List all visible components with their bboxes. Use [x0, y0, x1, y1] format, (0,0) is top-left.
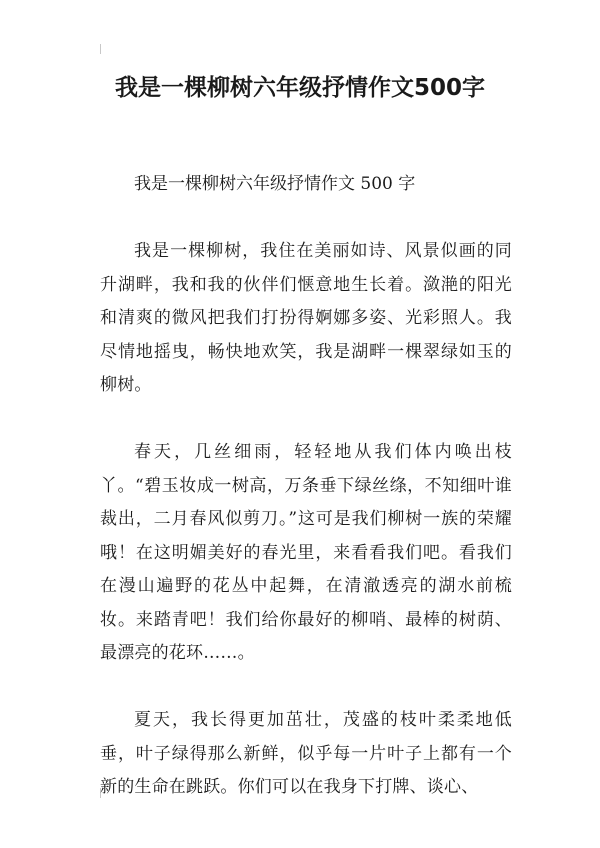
- paragraph-1: 我是一棵柳树，我住在美丽如诗、风景似画的同升湖畔，我和我的伙伴们惬意地生长着。潋滟的阳光和清爽的微风把我们打扮得婀娜多姿、光彩照人。我尽情地摇曳，畅快地欢笑，我是湖畔一棵翠绿如玉的柳树。: [100, 241, 512, 395]
- crop-mark-top: [100, 44, 101, 54]
- document-body: [100, 168, 512, 838]
- paragraph-2: 春天，几丝细雨，轻轻地从我们体内唤出枝丫。“碧玉妆成一树高，万条垂下绿丝绦，不知细叶谁裁出，二月春风似剪刀。”这可是我们柳树一族的荣耀哦！在这明媚美好的春光里，来看看我们吧。看我们在漫山遍野的花丛中起舞，在清澈透亮的湖水前梳妆。来踏青吧！我们给你最好的柳哨、最棒的树荫、最漂亮的花环……。: [100, 442, 512, 663]
- document-title: 我是一棵柳树六年级抒情作文500字: [114, 75, 485, 101]
- paragraph-3: 夏天，我长得更加茁壮，茂盛的枝叶柔柔地低垂，叶子绿得那么新鲜，似乎每一片叶子上都有一个新的生命在跳跃。你们可以在我身下打牌、谈心、: [100, 710, 512, 797]
- document-subtitle: 我是一棵柳树六年级抒情作文 500 字: [134, 174, 416, 194]
